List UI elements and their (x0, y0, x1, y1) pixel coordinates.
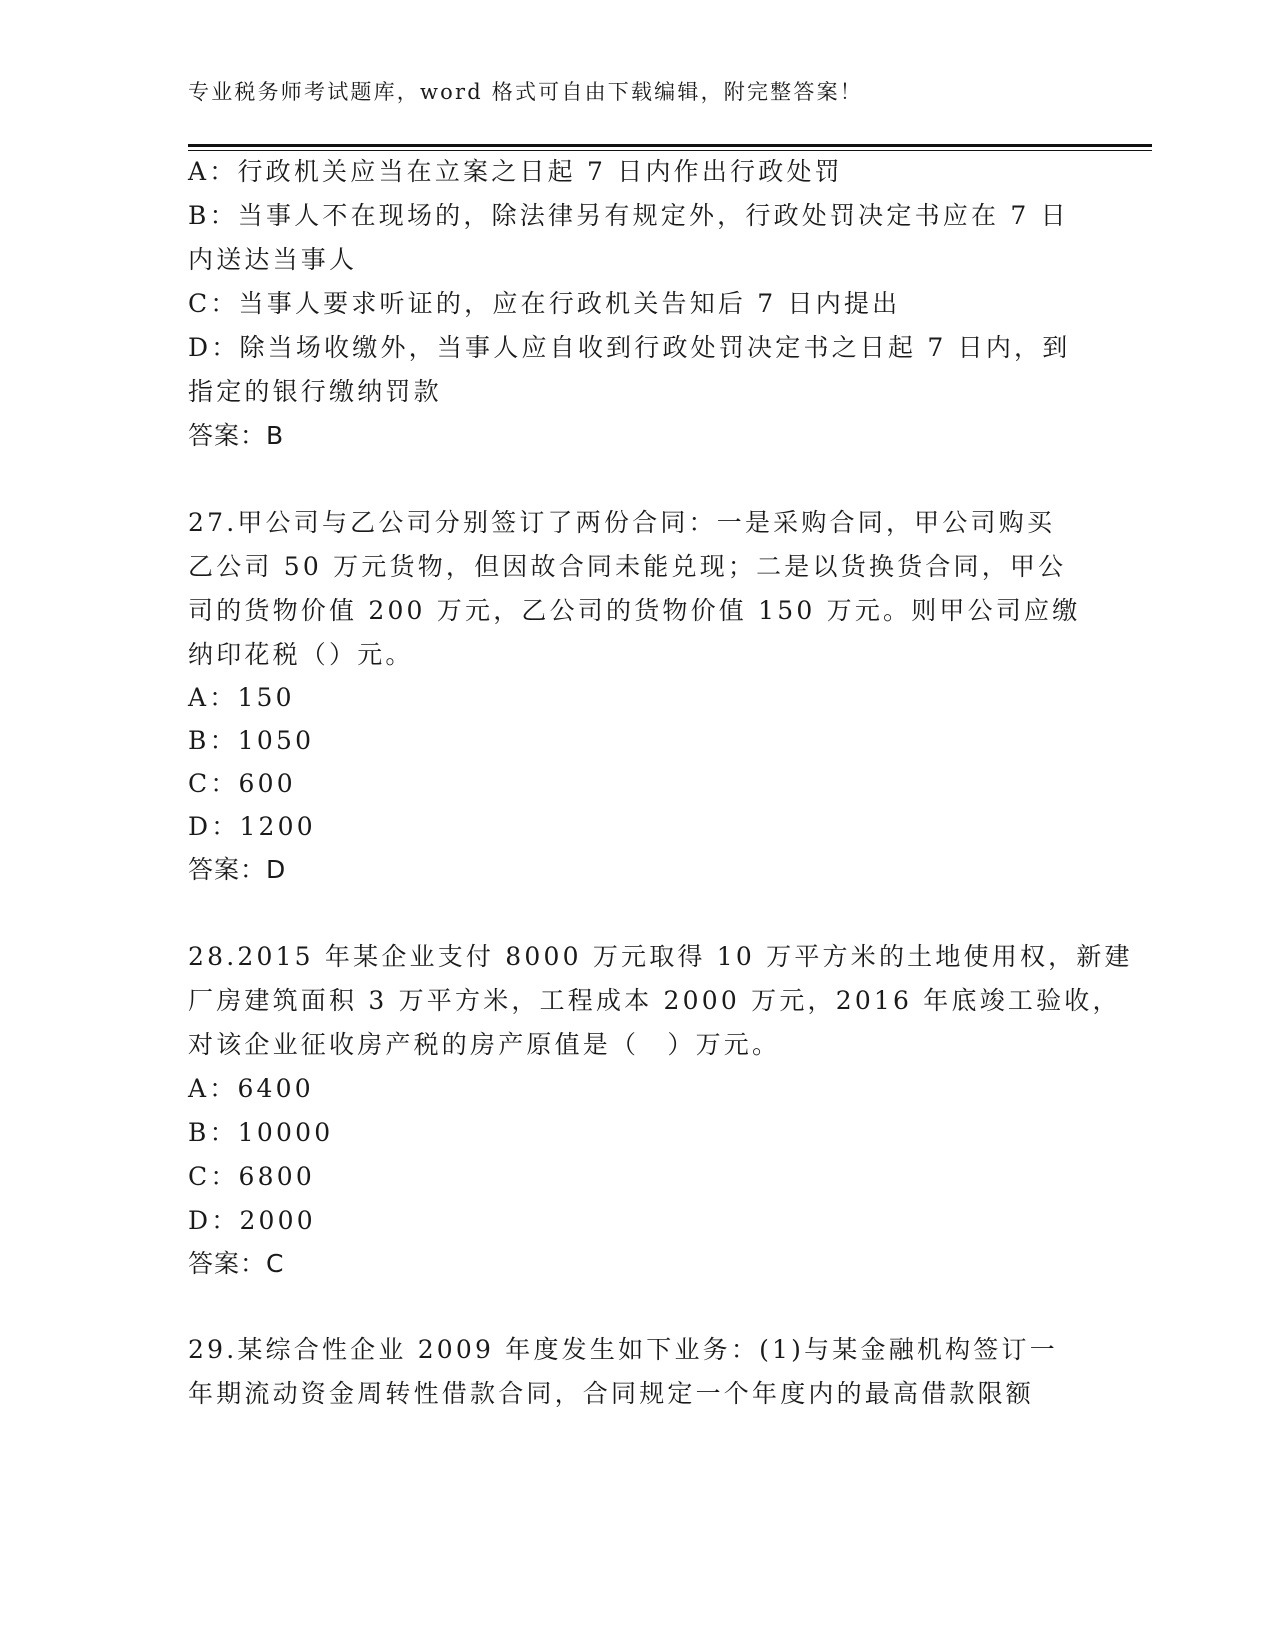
option-line: 内送达当事人 (188, 245, 358, 274)
question-line: 纳印花税（）元。 (188, 640, 414, 669)
option-line: A：6400 (188, 1074, 314, 1103)
question-line: 司的货物价值 200 万元，乙公司的货物价值 150 万元。则甲公司应缴 (188, 596, 1081, 625)
answer-line: 答案：B (188, 421, 285, 450)
option-line: C：600 (188, 769, 296, 798)
option-line: C：当事人要求听证的，应在行政机关告知后 7 日内提出 (188, 289, 901, 318)
option-line: C：6800 (188, 1162, 315, 1191)
option-line: D：除当场收缴外，当事人应自收到行政处罚决定书之日起 7 日内，到 (188, 333, 1071, 362)
option-line: D：1200 (188, 812, 316, 841)
question-line: 29.某综合性企业 2009 年度发生如下业务：(1)与某金融机构签订一 (188, 1335, 1058, 1364)
option-line: B：1050 (188, 726, 315, 755)
option-line: A：150 (188, 683, 295, 712)
option-line: 指定的银行缴纳罚款 (188, 377, 442, 406)
page-header: 专业税务师考试题库，word 格式可自由下载编辑，附完整答案！ (188, 80, 863, 104)
question-line: 乙公司 50 万元货物，但因故合同未能兑现；二是以货换货合同，甲公 (188, 552, 1067, 581)
question-line: 厂房建筑面积 3 万平方米，工程成本 2000 万元，2016 年底竣工验收， (188, 986, 1121, 1015)
question-line: 28.2015 年某企业支付 8000 万元取得 10 万平方米的土地使用权，新建 (188, 942, 1133, 971)
question-line: 对该企业征收房产税的房产原值是（ ）万元。 (188, 1030, 781, 1059)
header-rule-thin (188, 150, 1152, 151)
answer-line: 答案：C (188, 1249, 285, 1278)
option-line: B：10000 (188, 1118, 334, 1147)
option-line: D：2000 (188, 1206, 316, 1235)
header-rule-thick (188, 144, 1152, 147)
question-line: 年期流动资金周转性借款合同，合同规定一个年度内的最高借款限额 (188, 1379, 1035, 1408)
answer-line: 答案：D (188, 855, 287, 884)
option-line: A：行政机关应当在立案之日起 7 日内作出行政处罚 (188, 157, 843, 186)
question-line: 27.甲公司与乙公司分别签订了两份合同：一是采购合同，甲公司购买 (188, 508, 1056, 537)
option-line: B：当事人不在现场的，除法律另有规定外，行政处罚决定书应在 7 日 (188, 201, 1069, 230)
